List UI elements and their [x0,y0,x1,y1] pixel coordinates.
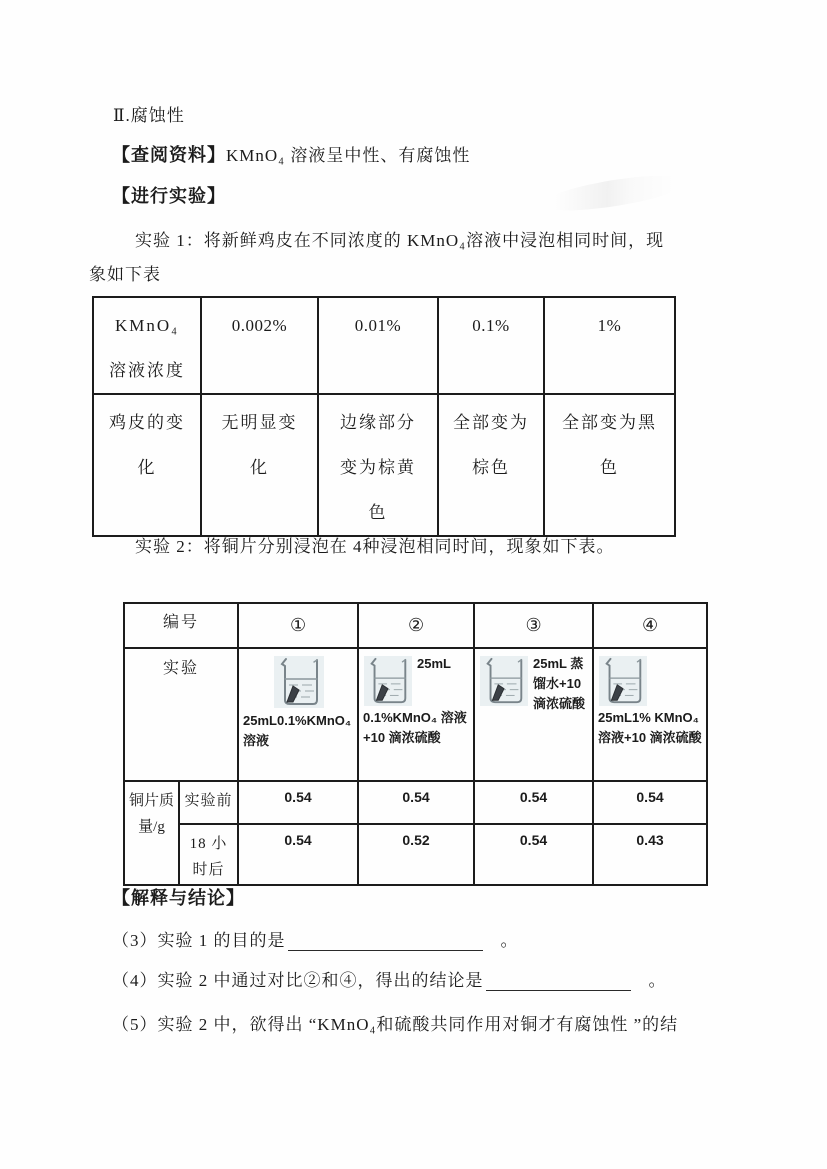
table1-observation-row [93,394,675,536]
table1-concentration-cell: 0.1% [438,297,544,394]
table1-observation-cell: 边缘部分变为棕黄色 [318,394,438,536]
table1-concentration-cell: 0.002% [201,297,318,394]
table1-observation-cell: 无明显变化 [201,394,318,536]
table2-setup-cell-1 [238,648,358,781]
conclusion-heading: 【解释与结论】 [112,888,245,908]
mass-after-value: 0.43 [593,824,707,885]
table2-number-cell: ④ [593,603,707,648]
setup-caption: 25mL 蒸馏水+10 滴浓硫酸 [533,656,586,712]
reference-label: 【查阅资料】 [112,145,226,165]
setup-caption: 25mL0.1%KMnO₄ 溶液 [243,713,352,749]
question-4-text: （4）实验 2 中通过对比②和④，得出的结论是 [112,971,484,990]
mass-after-value: 0.54 [474,824,593,885]
mass-before-value: 0.54 [358,781,474,824]
table1-concentration-cell: 0.01% [318,297,438,394]
question-3-period: 。 [500,931,519,950]
table1-concentration-row [93,297,675,394]
table2-setup-cell-2 [358,648,474,781]
mass-before-value: 0.54 [593,781,707,824]
experiment1-intro-line2: 象如下表 [89,265,161,284]
table2-before-label: 实验前 [179,781,238,824]
beaker-image [598,656,648,706]
question-4 [112,966,667,991]
table1-row1-label: KMnO₄ 溶液浓度 [93,297,201,394]
table1-observation-cell: 全部变为黑色 [544,394,675,536]
reference-line [112,141,470,167]
table2-after-label: 18 小时后 [179,824,238,885]
question-3 [112,926,519,951]
setup-caption: 25mL1% KMnO₄ 溶液+10 滴浓硫酸 [598,710,702,746]
table1-observation-cell: 全部变为棕色 [438,394,544,536]
table2-mass-after-row [124,824,707,885]
setup-caption: 25mL 0.1%KMnO₄ 溶液+10 滴浓硫酸 [363,656,467,746]
mass-after-value: 0.54 [238,824,358,885]
table2-number-cell: ② [358,603,474,648]
table2-corner-label: 编号 [124,603,238,648]
answer-blank [486,974,631,991]
experiment2-table [123,602,708,886]
table2-setup-cell-4 [593,648,707,781]
experiment1-intro-line1: 实验 1：将新鲜鸡皮在不同浓度的 KMnO₄溶液中浸泡相同时间，现 [135,231,665,250]
mass-before-value: 0.54 [474,781,593,824]
table2-number-row [124,603,707,648]
reference-text: KMnO₄ 溶液呈中性、有腐蚀性 [226,146,471,165]
table2-mass-label: 铜片质量/g [124,781,179,885]
experiment2-intro: 实验 2：将铜片分别浸泡在 4种浸泡相同时间，现象如下表。 [135,537,615,556]
section-heading: Ⅱ.腐蚀性 [113,106,185,125]
table2-number-cell: ③ [474,603,593,648]
table2-setup-cell-3 [474,648,593,781]
answer-blank [288,934,483,951]
question-3-text: （3）实验 1 的目的是 [112,931,286,950]
table2-number-cell: ① [238,603,358,648]
experiment1-table [92,296,676,537]
beaker-image [273,656,325,708]
beaker-image [363,656,413,706]
table1-concentration-cell: 1% [544,297,675,394]
table1-row2-label: 鸡皮的变化 [93,394,201,536]
table2-setup-row [124,648,707,781]
procedure-heading: 【进行实验】 [112,186,226,206]
question-4-period: 。 [648,971,667,990]
question-5: （5）实验 2 中，欲得出 “KMnO₄和硫酸共同作用对铜才有腐蚀性 ”的结 [112,1015,679,1034]
beaker-image [479,656,529,706]
mass-before-value: 0.54 [238,781,358,824]
table2-setup-row-label: 实验 [124,648,238,781]
mass-after-value: 0.52 [358,824,474,885]
table2-mass-before-row [124,781,707,824]
scan-artifact [539,168,691,217]
